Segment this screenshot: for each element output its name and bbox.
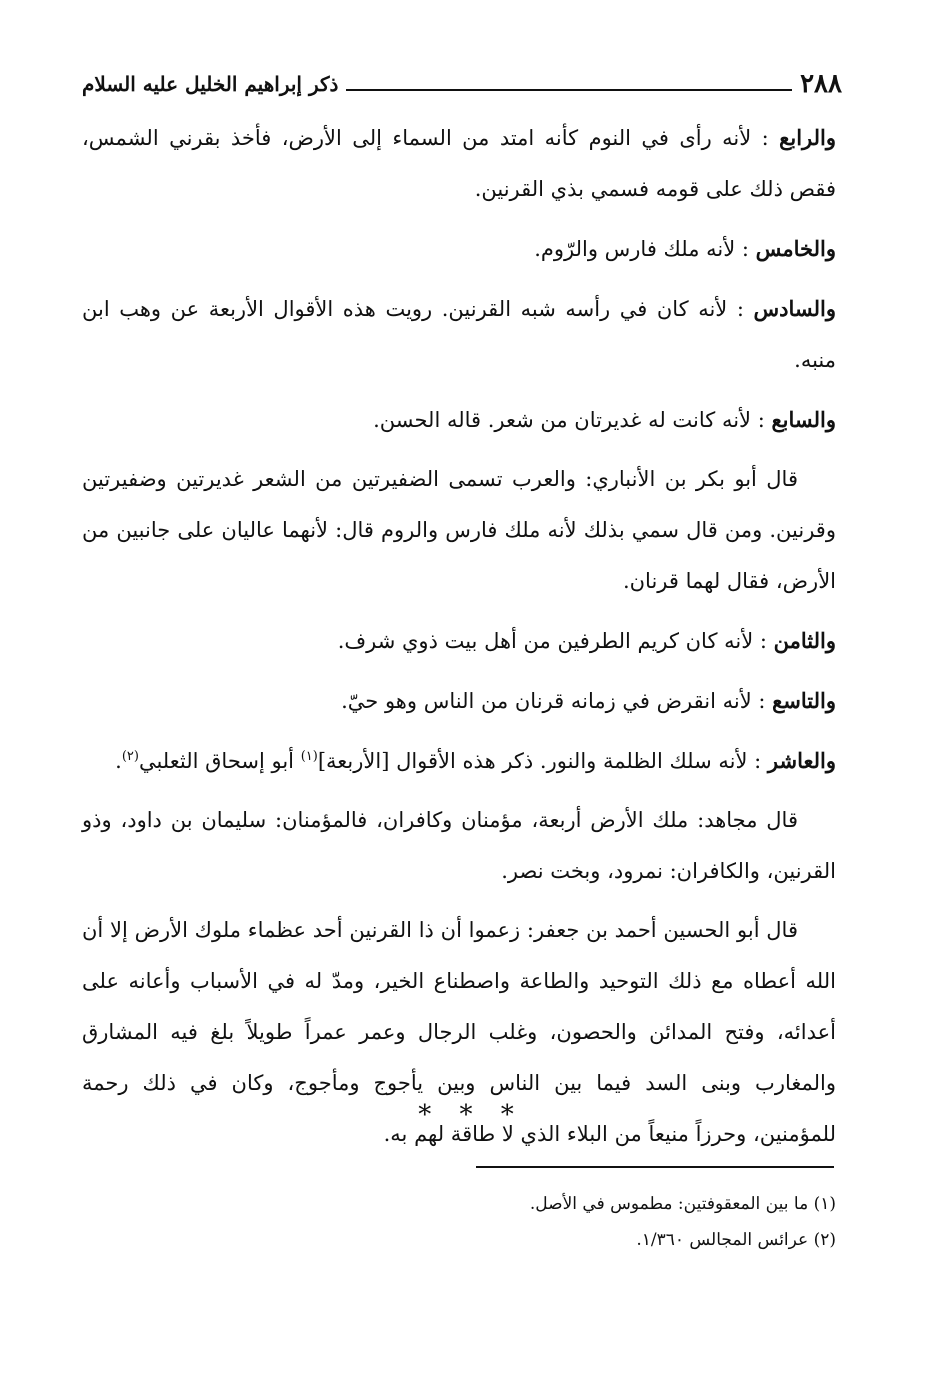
paragraph-anbari: [82, 454, 836, 607]
running-title: ذكر إبراهيم الخليل عليه السلام: [82, 72, 339, 96]
page-number: ٢٨٨: [800, 69, 842, 99]
paragraph-text-end: .: [115, 749, 122, 773]
paragraph-text: : لأنه ملك فارس والرّوم.: [534, 237, 749, 261]
footnote-reference-1[interactable]: (١): [300, 749, 318, 764]
paragraph-text-continued: أبو إسحاق الثعلبي: [138, 749, 301, 773]
paragraph-text: : لأنه كانت له غديرتان من شعر. قاله الحسن.: [373, 408, 765, 432]
paragraph-text: : لأنه سلك الظلمة والنور. ذكر هذه الأقوال [الأربعة]: [317, 749, 762, 773]
paragraph-lead: والتاسع: [772, 688, 836, 713]
page-header: [82, 64, 842, 104]
footnote-rule: [476, 1166, 834, 1168]
paragraph-text: : لأنه كان كريم الطرفين من أهل بيت ذوي شرف.: [337, 629, 767, 653]
paragraph-fifth: [82, 223, 836, 275]
body-text: [82, 112, 836, 1168]
footnote-1: (١) ما بين المعقوفتين: مطموس في الأصل.: [529, 1194, 836, 1214]
paragraph-text: قال مجاهد: ملك الأرض أربعة، مؤمنان وكافران، فالمؤمنان: سليمان بن داود، وذو القرنين، والكافران: نمرود، وبخت نصر.: [82, 808, 836, 883]
paragraph-text: : لأنه رأى في النوم كأنه امتد من السماء إلى الأرض، فأخذ بقرني الشمس، فقص ذلك على قومه فسمي بذي القرنين.: [82, 126, 836, 201]
paragraph-sixth: [82, 283, 836, 386]
paragraph-lead: والثامن: [773, 628, 836, 653]
paragraph-fourth: [82, 112, 836, 215]
footnote-2: (٢) عرائس المجالس ١/٣٦٠.: [636, 1230, 836, 1250]
section-separator: * * *: [418, 1100, 524, 1130]
paragraph-lead: والرابع: [779, 125, 836, 150]
footnote-reference-2[interactable]: (٢): [121, 749, 139, 764]
paragraph-text: : لأنه كان في رأسه شبه القرنين. رويت هذه الأقوال الأربعة عن وهب ابن منبه.: [82, 297, 836, 372]
paragraph-text: : لأنه انقرض في زمانه قرنان من الناس وهو حيّ.: [341, 689, 766, 713]
header-rule: [346, 89, 792, 91]
footnotes: [82, 1186, 836, 1258]
paragraph-tenth: [82, 735, 836, 787]
paragraph-text: قال أبو بكر بن الأنباري: والعرب تسمى الضفيرتين من الشعر غديرتين وضفيرتين وقرنين. ومن قال سمي بذلك لأنه ملك فارس والروم قال: لأنهما عاليان على جانبين من الأرض، فقال لهما قرنان.: [82, 467, 836, 593]
paragraph-lead: والعاشر: [767, 748, 836, 773]
paragraph-lead: والسابع: [771, 407, 836, 432]
paragraph-mujahid: [82, 795, 836, 897]
paragraph-ninth: [82, 675, 836, 727]
paragraph-lead: والسادس: [753, 296, 836, 321]
paragraph-eighth: [82, 615, 836, 667]
paragraph-text: قال أبو الحسين أحمد بن جعفر: زعموا أن ذا القرنين أحد عظماء ملوك الأرض إلا أن الله أعطاه مع ذلك التوحيد والطاعة واصطناع الخير، ومدّ له في الأسباب وأعانه على أعدائه، وفتح المدائن والحصون، وغلب الرجال وعمر عمراً طويلاً بلغ فيه المشارق والمغارب وبنى السد فيما بين الناس وبين يأجوج ومأجوج، وكان في ذلك رحمة للمؤمنين، وحرزاً منيعاً من البلاء الذي لا طاقة لهم به.: [82, 918, 836, 1146]
paragraph-seventh: [82, 394, 836, 446]
paragraph-lead: والخامس: [755, 236, 836, 261]
